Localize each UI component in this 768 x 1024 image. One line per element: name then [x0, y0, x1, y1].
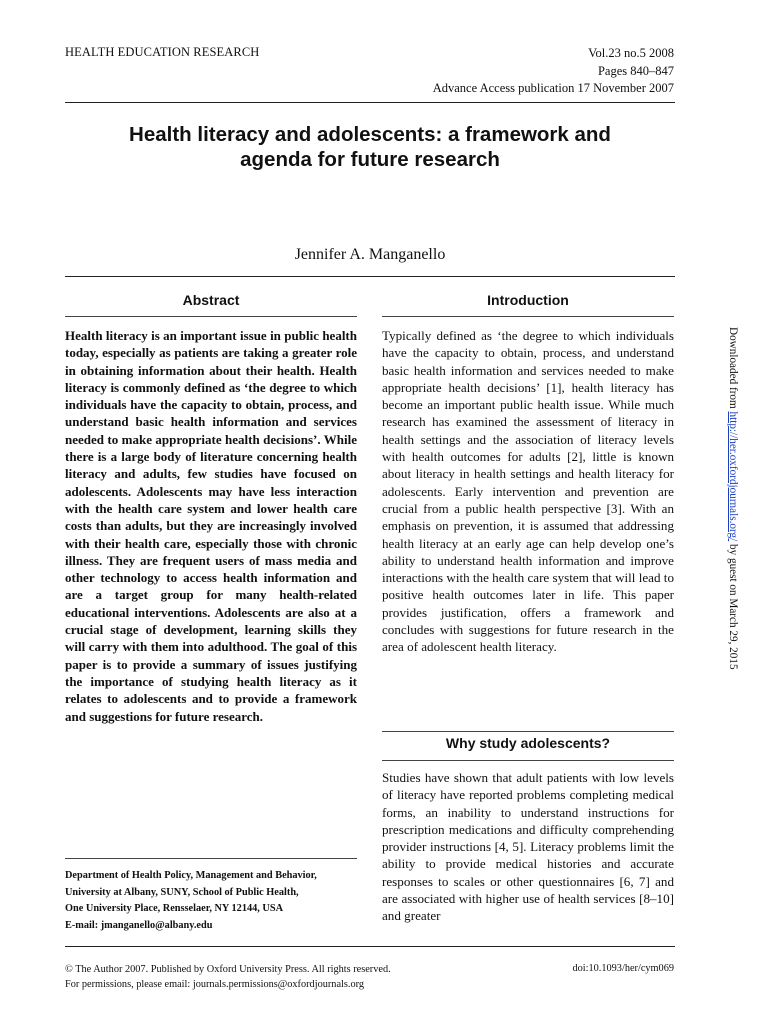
- permissions-line: For permissions, please email: journals.permissions@oxfordjournals.org: [65, 978, 364, 990]
- volume-line: Vol.23 no.5 2008: [588, 46, 674, 60]
- journal-link[interactable]: http://her.oxfordjournals.org/: [727, 411, 739, 542]
- affiliation-email: E-mail: jmanganello@albany.edu: [65, 919, 213, 931]
- pages-line: Pages 840–847: [597, 63, 674, 78]
- affiliation: [65, 868, 365, 934]
- affiliation-line-1: Department of Health Policy, Management and Behavior,: [65, 870, 317, 881]
- introduction-text: Typically defined as ‘the degree to which individuals have the capacity to obtain, process, and understand basic health information and services needed to make appropriate health decisions’ [1], health literacy has become an important public health issue. While much research has examined the assessment of literacy in health settings and the association of literacy levels with health outcomes for adults [2], little is known about literacy in health settings and health literacy for adolescents. Early intervention and prevention are crucial from a public health perspective [3]. With an emphasis on prevention, it is assumed that addressing health literacy at an early age can help develop one’s ability to understand health information and improve interactions with the health care system that will lead to positive health outcomes later in life. This paper provides justification, offers a framework and concludes with suggestions for future research in the area of adolescent health literacy.: [382, 328, 674, 655]
- introduction-heading-rule: [382, 316, 674, 317]
- advance-access-line: Advance Access publication 17 November 2007: [432, 81, 674, 95]
- abstract-heading: Abstract: [182, 292, 240, 308]
- affiliation-line-2: University at Albany, SUNY, School of Public Health,: [65, 886, 299, 898]
- download-suffix: by guest on March 29, 2015: [727, 541, 739, 670]
- affiliation-line-3: One University Place, Rensselaer, NY 12144, USA: [65, 903, 284, 914]
- doi: doi:10.1093/her/cym069: [572, 963, 674, 974]
- journal-name: HEALTH EDUCATION RESEARCH: [65, 45, 260, 59]
- author-rule: [65, 276, 675, 277]
- title-line-1: Health literacy and adolescents: a framework and: [129, 123, 611, 146]
- why-study-text: Studies have shown that adult patients with low levels of literacy have reported problems completing medical forms, an inability to understand instructions for prescription medications and difficulty comprehending provider instructions [4, 5]. Literacy problems limit the ability to provide medical histories and accurate responses to scales or other questionnaires [6, 7] and are associated with higher use of health services [8–10] and greater: [382, 770, 674, 924]
- author-name: Jennifer A. Manganello: [294, 246, 446, 263]
- introduction-heading: Introduction: [487, 292, 569, 308]
- issue-info: [433, 45, 674, 98]
- paper-title: [65, 122, 675, 172]
- download-prefix: Downloaded from: [727, 327, 739, 412]
- header-rule: [65, 102, 675, 103]
- footer-rule: [65, 946, 675, 947]
- download-notice: [727, 327, 739, 670]
- why-study-heading: Why study adolescents?: [445, 735, 611, 751]
- abstract-heading-rule: [65, 316, 357, 317]
- footer-copyright: [65, 963, 391, 992]
- abstract-text: Health literacy is an important issue in public health today, especially as patients are taking a greater role in obtaining information about their health. Health literacy is commonly defined as ‘the degree to which individuals have the capacity to obtain, process, and understand basic health information and services needed to make appropriate health decisions’. While there is a large body of literature concerning health literacy and adults, few studies have focused on adolescents. Adolescents may have less interaction with the health care system and lower health care costs than adults, but they are increasingly involved with their health care, especially those with chronic illness. They are frequent users of mass media and other technology to access health information and are a target group for many health-related educational interventions. Adolescents are also at a crucial stage of development, learning skills they will carry with them into adulthood. The goal of this paper is to provide a summary of issues justifying the importance of studying health literacy as it relates to adolescents and to provide a framework and suggestions for future research.: [65, 328, 357, 724]
- affiliation-rule: [65, 858, 357, 859]
- why-heading-top-rule: [382, 731, 674, 732]
- copyright-line: © The Author 2007. Published by Oxford University Press. All rights reserved.: [65, 964, 391, 975]
- why-heading-bottom-rule: [382, 760, 674, 761]
- title-line-2: agenda for future research: [240, 148, 500, 171]
